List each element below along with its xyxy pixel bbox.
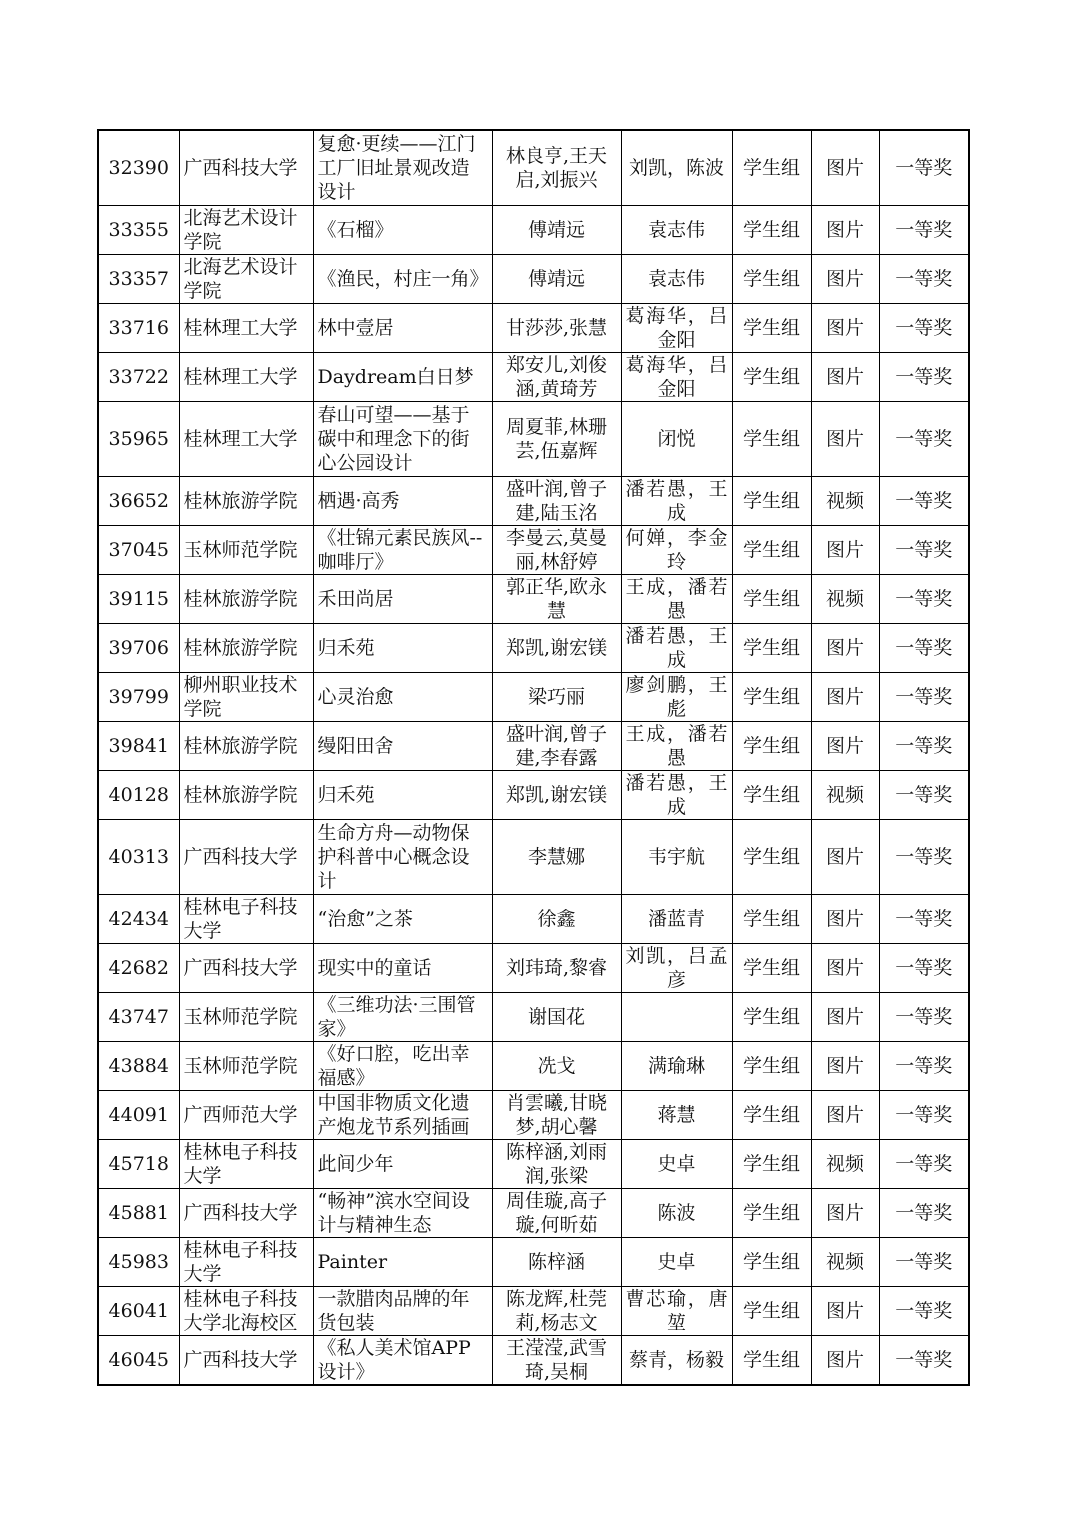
work-type-cell: 图片 [811, 672, 879, 721]
award-level-cell: 一等奖 [879, 992, 969, 1041]
work-title-cell: 《私人美术馆APP设计》 [313, 1335, 492, 1385]
group-cell: 学生组 [732, 894, 811, 943]
table-row [98, 205, 969, 254]
group-cell: 学生组 [732, 819, 811, 894]
group-cell: 学生组 [732, 1286, 811, 1335]
record-id-cell: 33716 [98, 303, 179, 352]
work-title-cell: 归禾苑 [313, 770, 492, 819]
award-level-cell: 一等奖 [879, 525, 969, 574]
award-level-cell: 一等奖 [879, 1286, 969, 1335]
record-id-cell: 43747 [98, 992, 179, 1041]
work-title-cell: 一款腊肉品牌的年货包装 [313, 1286, 492, 1335]
advisors-cell: 王成，潘若愚 [621, 574, 732, 623]
work-title-cell: Daydream白日梦 [313, 352, 492, 401]
authors-cell: 陈梓涵,刘雨润,张梁 [492, 1139, 621, 1188]
award-level-cell: 一等奖 [879, 1335, 969, 1385]
award-level-cell: 一等奖 [879, 1188, 969, 1237]
record-id-cell: 33722 [98, 352, 179, 401]
work-type-cell: 图片 [811, 894, 879, 943]
work-type-cell: 图片 [811, 819, 879, 894]
school-name-cell: 广西科技大学 [179, 130, 313, 205]
table-row [98, 254, 969, 303]
authors-cell: 王滢滢,武雪琦,吴桐 [492, 1335, 621, 1385]
table-row [98, 1335, 969, 1385]
record-id-cell: 45881 [98, 1188, 179, 1237]
authors-cell: 郑安儿,刘俊涵,黄琦芳 [492, 352, 621, 401]
work-type-cell: 视频 [811, 574, 879, 623]
advisors-cell: 闭悦 [621, 401, 732, 476]
award-level-cell: 一等奖 [879, 130, 969, 205]
table-row [98, 1188, 969, 1237]
award-level-cell: 一等奖 [879, 623, 969, 672]
work-title-cell: “畅神”滨水空间设计与精神生态 [313, 1188, 492, 1237]
award-table [97, 129, 970, 1386]
advisors-cell: 潘蓝青 [621, 894, 732, 943]
advisors-cell: 满瑜琳 [621, 1041, 732, 1090]
school-name-cell: 柳州职业技术学院 [179, 672, 313, 721]
award-level-cell: 一等奖 [879, 352, 969, 401]
school-name-cell: 北海艺术设计学院 [179, 254, 313, 303]
record-id-cell: 39841 [98, 721, 179, 770]
authors-cell: 陈龙辉,杜莞莉,杨志文 [492, 1286, 621, 1335]
award-level-cell: 一等奖 [879, 254, 969, 303]
authors-cell: 梁巧丽 [492, 672, 621, 721]
award-level-cell: 一等奖 [879, 943, 969, 992]
record-id-cell: 39115 [98, 574, 179, 623]
work-type-cell: 图片 [811, 992, 879, 1041]
work-title-cell: 《石榴》 [313, 205, 492, 254]
work-type-cell: 图片 [811, 352, 879, 401]
group-cell: 学生组 [732, 525, 811, 574]
award-level-cell: 一等奖 [879, 401, 969, 476]
school-name-cell: 桂林理工大学 [179, 352, 313, 401]
award-level-cell: 一等奖 [879, 574, 969, 623]
work-title-cell: 栖遇·高秀 [313, 476, 492, 525]
award-level-cell: 一等奖 [879, 205, 969, 254]
work-title-cell: 中国非物质文化遗产炮龙节系列插画 [313, 1090, 492, 1139]
work-title-cell: 春山可望——基于碳中和理念下的街心公园设计 [313, 401, 492, 476]
award-level-cell: 一等奖 [879, 721, 969, 770]
work-title-cell: 林中壹居 [313, 303, 492, 352]
work-type-cell: 图片 [811, 205, 879, 254]
table-row [98, 623, 969, 672]
authors-cell: 林良亨,王天启,刘振兴 [492, 130, 621, 205]
group-cell: 学生组 [732, 352, 811, 401]
work-type-cell: 图片 [811, 130, 879, 205]
group-cell: 学生组 [732, 1335, 811, 1385]
table-row [98, 476, 969, 525]
advisors-cell [621, 992, 732, 1041]
work-type-cell: 视频 [811, 770, 879, 819]
record-id-cell: 43884 [98, 1041, 179, 1090]
record-id-cell: 46041 [98, 1286, 179, 1335]
group-cell: 学生组 [732, 992, 811, 1041]
award-level-cell: 一等奖 [879, 476, 969, 525]
record-id-cell: 39706 [98, 623, 179, 672]
school-name-cell: 广西科技大学 [179, 1335, 313, 1385]
record-id-cell: 33355 [98, 205, 179, 254]
table-row [98, 303, 969, 352]
school-name-cell: 广西师范大学 [179, 1090, 313, 1139]
table-row [98, 992, 969, 1041]
award-level-cell: 一等奖 [879, 819, 969, 894]
work-type-cell: 图片 [811, 1335, 879, 1385]
table-row [98, 770, 969, 819]
advisors-cell: 曹芯瑜，唐堃 [621, 1286, 732, 1335]
table-row [98, 1139, 969, 1188]
work-title-cell: 复愈·更续——江门工厂旧址景观改造设计 [313, 130, 492, 205]
school-name-cell: 玉林师范学院 [179, 1041, 313, 1090]
group-cell: 学生组 [732, 401, 811, 476]
work-type-cell: 图片 [811, 254, 879, 303]
authors-cell: 郭正华,欧永慧 [492, 574, 621, 623]
work-type-cell: 图片 [811, 1041, 879, 1090]
record-id-cell: 37045 [98, 525, 179, 574]
award-level-cell: 一等奖 [879, 1237, 969, 1286]
work-title-cell: 禾田尚居 [313, 574, 492, 623]
award-table-body [98, 130, 969, 1385]
work-type-cell: 图片 [811, 943, 879, 992]
record-id-cell: 40128 [98, 770, 179, 819]
authors-cell: 郑凯,谢宏镁 [492, 770, 621, 819]
work-title-cell: 《好口腔，吃出幸福感》 [313, 1041, 492, 1090]
work-title-cell: 心灵治愈 [313, 672, 492, 721]
group-cell: 学生组 [732, 672, 811, 721]
school-name-cell: 桂林理工大学 [179, 303, 313, 352]
school-name-cell: 桂林旅游学院 [179, 721, 313, 770]
school-name-cell: 玉林师范学院 [179, 525, 313, 574]
record-id-cell: 42434 [98, 894, 179, 943]
group-cell: 学生组 [732, 130, 811, 205]
authors-cell: 盛叶润,曾子建,李春露 [492, 721, 621, 770]
work-title-cell: 缦阳田舍 [313, 721, 492, 770]
work-title-cell: 生命方舟—动物保护科普中心概念设计 [313, 819, 492, 894]
advisors-cell: 潘若愚，王成 [621, 770, 732, 819]
table-row [98, 525, 969, 574]
table-row [98, 1286, 969, 1335]
school-name-cell: 广西科技大学 [179, 819, 313, 894]
authors-cell: 周佳璇,高子璇,何昕茹 [492, 1188, 621, 1237]
school-name-cell: 桂林旅游学院 [179, 476, 313, 525]
award-level-cell: 一等奖 [879, 770, 969, 819]
group-cell: 学生组 [732, 1041, 811, 1090]
advisors-cell: 韦宇航 [621, 819, 732, 894]
record-id-cell: 44091 [98, 1090, 179, 1139]
school-name-cell: 桂林电子科技大学 [179, 1139, 313, 1188]
advisors-cell: 陈波 [621, 1188, 732, 1237]
school-name-cell: 桂林理工大学 [179, 401, 313, 476]
record-id-cell: 45718 [98, 1139, 179, 1188]
advisors-cell: 袁志伟 [621, 254, 732, 303]
work-title-cell: 现实中的童话 [313, 943, 492, 992]
advisors-cell: 史卓 [621, 1237, 732, 1286]
table-row [98, 130, 969, 205]
table-row [98, 401, 969, 476]
advisors-cell: 何婵，李金玲 [621, 525, 732, 574]
record-id-cell: 40313 [98, 819, 179, 894]
authors-cell: 李曼云,莫曼丽,林舒婷 [492, 525, 621, 574]
authors-cell: 李慧娜 [492, 819, 621, 894]
group-cell: 学生组 [732, 1090, 811, 1139]
group-cell: 学生组 [732, 943, 811, 992]
table-row [98, 819, 969, 894]
table-row [98, 894, 969, 943]
award-level-cell: 一等奖 [879, 1090, 969, 1139]
table-row [98, 721, 969, 770]
table-row [98, 943, 969, 992]
advisors-cell: 袁志伟 [621, 205, 732, 254]
authors-cell: 甘莎莎,张慧 [492, 303, 621, 352]
work-title-cell: 《壮锦元素民族风--咖啡厅》 [313, 525, 492, 574]
work-type-cell: 视频 [811, 1139, 879, 1188]
advisors-cell: 刘凯，陈波 [621, 130, 732, 205]
award-level-cell: 一等奖 [879, 1041, 969, 1090]
work-title-cell: 此间少年 [313, 1139, 492, 1188]
work-type-cell: 图片 [811, 1286, 879, 1335]
authors-cell: 谢国花 [492, 992, 621, 1041]
advisors-cell: 潘若愚，王成 [621, 623, 732, 672]
award-level-cell: 一等奖 [879, 894, 969, 943]
work-type-cell: 图片 [811, 721, 879, 770]
advisors-cell: 潘若愚，王成 [621, 476, 732, 525]
table-row [98, 1041, 969, 1090]
school-name-cell: 桂林电子科技大学 [179, 1237, 313, 1286]
record-id-cell: 42682 [98, 943, 179, 992]
authors-cell: 郑凯,谢宏镁 [492, 623, 621, 672]
school-name-cell: 玉林师范学院 [179, 992, 313, 1041]
work-type-cell: 图片 [811, 401, 879, 476]
authors-cell: 盛叶润,曾子建,陆玉洺 [492, 476, 621, 525]
work-type-cell: 图片 [811, 1188, 879, 1237]
work-title-cell: 《渔民，村庄一角》 [313, 254, 492, 303]
authors-cell: 冼戈 [492, 1041, 621, 1090]
school-name-cell: 桂林电子科技大学 [179, 894, 313, 943]
advisors-cell: 刘凯，吕孟彦 [621, 943, 732, 992]
school-name-cell: 北海艺术设计学院 [179, 205, 313, 254]
work-type-cell: 视频 [811, 1237, 879, 1286]
work-type-cell: 图片 [811, 623, 879, 672]
record-id-cell: 46045 [98, 1335, 179, 1385]
authors-cell: 傅靖远 [492, 254, 621, 303]
group-cell: 学生组 [732, 623, 811, 672]
group-cell: 学生组 [732, 254, 811, 303]
group-cell: 学生组 [732, 770, 811, 819]
table-row [98, 672, 969, 721]
award-level-cell: 一等奖 [879, 1139, 969, 1188]
table-row [98, 352, 969, 401]
group-cell: 学生组 [732, 1188, 811, 1237]
record-id-cell: 36652 [98, 476, 179, 525]
advisors-cell: 蔡青，杨毅 [621, 1335, 732, 1385]
school-name-cell: 桂林电子科技大学北海校区 [179, 1286, 313, 1335]
work-title-cell: Painter [313, 1237, 492, 1286]
award-level-cell: 一等奖 [879, 672, 969, 721]
advisors-cell: 史卓 [621, 1139, 732, 1188]
school-name-cell: 桂林旅游学院 [179, 770, 313, 819]
record-id-cell: 32390 [98, 130, 179, 205]
table-row [98, 1090, 969, 1139]
work-type-cell: 图片 [811, 303, 879, 352]
advisors-cell: 廖剑鹏，王彪 [621, 672, 732, 721]
table-row [98, 574, 969, 623]
group-cell: 学生组 [732, 574, 811, 623]
advisors-cell: 葛海华，吕金阳 [621, 352, 732, 401]
record-id-cell: 39799 [98, 672, 179, 721]
record-id-cell: 33357 [98, 254, 179, 303]
work-title-cell: 《三维功法·三围管家》 [313, 992, 492, 1041]
authors-cell: 陈梓涵 [492, 1237, 621, 1286]
group-cell: 学生组 [732, 1237, 811, 1286]
record-id-cell: 35965 [98, 401, 179, 476]
advisors-cell: 王成，潘若愚 [621, 721, 732, 770]
group-cell: 学生组 [732, 205, 811, 254]
group-cell: 学生组 [732, 721, 811, 770]
school-name-cell: 桂林旅游学院 [179, 623, 313, 672]
authors-cell: 徐鑫 [492, 894, 621, 943]
work-type-cell: 图片 [811, 1090, 879, 1139]
work-title-cell: “治愈”之茶 [313, 894, 492, 943]
table-row [98, 1237, 969, 1286]
group-cell: 学生组 [732, 1139, 811, 1188]
group-cell: 学生组 [732, 476, 811, 525]
advisors-cell: 葛海华，吕金阳 [621, 303, 732, 352]
authors-cell: 刘玮琦,黎睿 [492, 943, 621, 992]
school-name-cell: 广西科技大学 [179, 943, 313, 992]
work-type-cell: 视频 [811, 476, 879, 525]
advisors-cell: 蒋慧 [621, 1090, 732, 1139]
authors-cell: 傅靖远 [492, 205, 621, 254]
school-name-cell: 广西科技大学 [179, 1188, 313, 1237]
group-cell: 学生组 [732, 303, 811, 352]
award-level-cell: 一等奖 [879, 303, 969, 352]
work-title-cell: 归禾苑 [313, 623, 492, 672]
work-type-cell: 图片 [811, 525, 879, 574]
authors-cell: 肖雲曦,甘晓梦,胡心馨 [492, 1090, 621, 1139]
record-id-cell: 45983 [98, 1237, 179, 1286]
school-name-cell: 桂林旅游学院 [179, 574, 313, 623]
authors-cell: 周夏菲,林珊芸,伍嘉辉 [492, 401, 621, 476]
